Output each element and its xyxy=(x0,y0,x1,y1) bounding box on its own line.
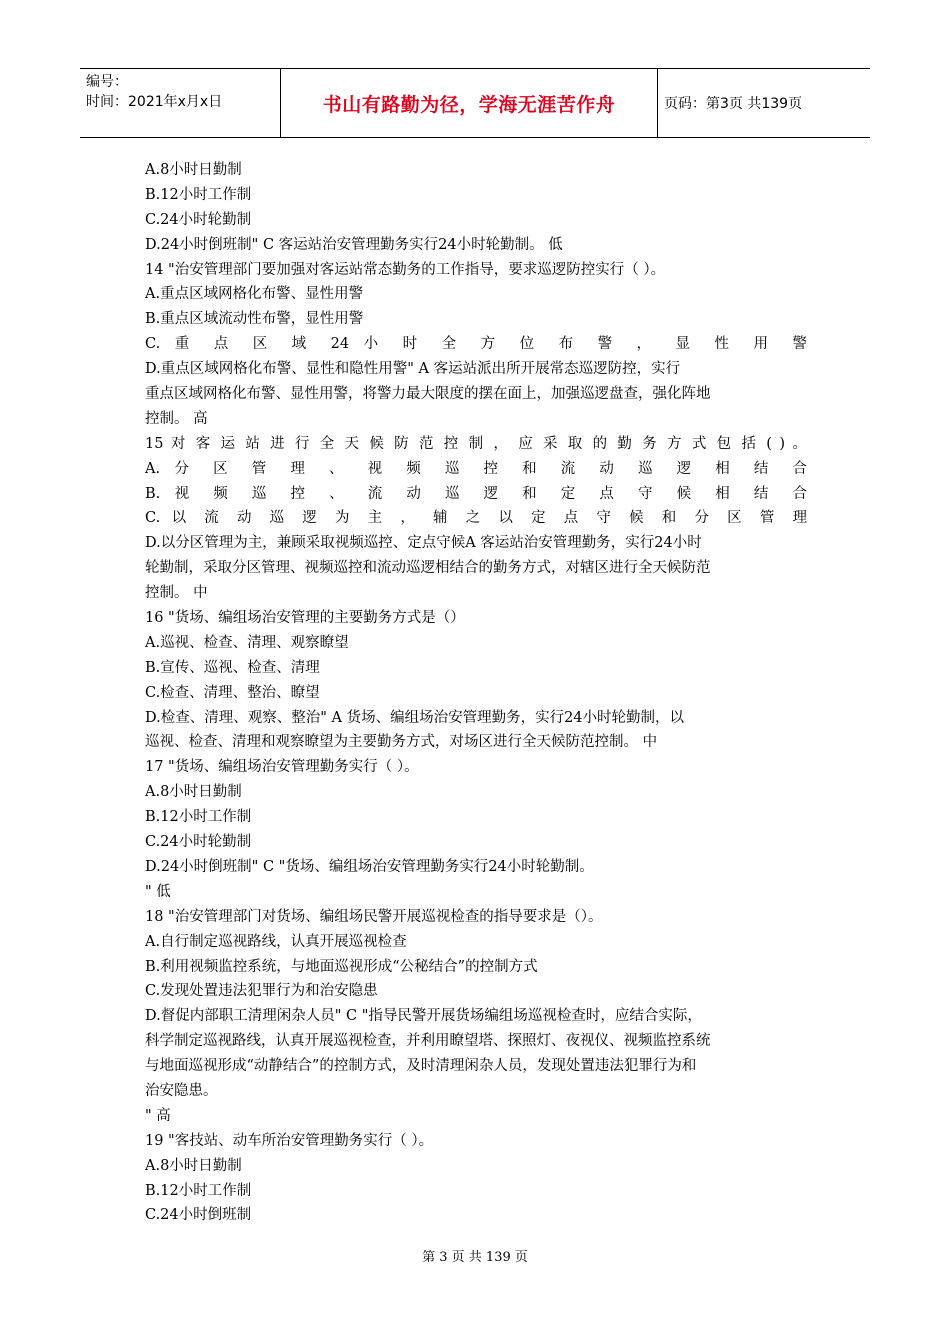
text-line: 科学制定巡视路线，认真开展巡视检查，并利用瞭望塔、探照灯、夜视仪、视频监控系统 xyxy=(145,1033,711,1050)
text-line: C.24小时倒班制 xyxy=(145,1207,252,1224)
text-line: C.24小时轮勤制 xyxy=(145,834,252,851)
text-line: A.8小时日勤制 xyxy=(145,784,242,801)
text-line: B.宣传、巡视、检查、清理 xyxy=(145,659,320,676)
header-number-label: 编号： xyxy=(86,74,128,90)
header-page-label: 页码：第3页 共139页 xyxy=(664,96,803,112)
question-19: 19 "客技站、动车所治安管理勤务实行（ ）。 xyxy=(145,1132,434,1149)
page-footer: 第 3 页 共 139 页 xyxy=(422,1250,528,1265)
text-line: C. 以 流 动 巡 逻 为 主 ， 辅 之 以 定 点 守 候 和 分 区 管 理 xyxy=(145,510,807,527)
text-line: " 高 xyxy=(145,1107,171,1124)
text-line: D.督促内部职工清理闲杂人员" C "指导民警开展货场编组场巡视检查时，应结合实际， xyxy=(145,1008,702,1025)
document-body xyxy=(145,158,807,1228)
page-header xyxy=(80,68,870,138)
text-line: A.巡视、检查、清理、观察瞭望 xyxy=(145,634,349,651)
text-line: B.重点区域流动性布警，显性用警 xyxy=(145,311,364,328)
text-line: " 低 xyxy=(145,883,171,900)
text-line: A.8小时日勤制 xyxy=(145,162,242,178)
text-line: A.自行制定巡视路线，认真开展巡视检查 xyxy=(145,933,407,950)
text-line: 控制。 中 xyxy=(145,585,208,602)
text-line: A. 分 区 管 理 、 视 频 巡 控 和 流 动 巡 逻 相 结 合 xyxy=(145,460,807,477)
text-line: C.24小时轮勤制 xyxy=(145,211,252,228)
text-line: B.12小时工作制 xyxy=(145,186,252,203)
text-line: C.发现处置违法犯罪行为和治安隐患 xyxy=(145,983,378,1000)
text-line: D.以分区管理为主，兼顾采取视频巡控、定点守候A 客运站治安管理勤务，实行24小时 xyxy=(145,535,702,552)
header-time-label: 时间：2021年x月x日 xyxy=(86,94,223,110)
text-line: B.利用视频监控系统，与地面巡视形成“公秘结合”的控制方式 xyxy=(145,958,538,975)
text-line: 巡视、检查、清理和观察瞭望为主要勤务方式，对场区进行全天候防范控制。 中 xyxy=(145,734,658,751)
text-line: D.24小时倒班制" C 客运站治安管理勤务实行24小时轮勤制。 低 xyxy=(145,236,563,253)
text-line: C. 重 点 区 域 24 小 时 全 方 位 布 警 ， 显 性 用 警 xyxy=(145,336,807,353)
text-line: B.12小时工作制 xyxy=(145,809,252,826)
text-line: D.检查、清理、观察、整治" A 货场、编组场治安管理勤务，实行24小时轮勤制，以 xyxy=(145,709,685,726)
header-meta xyxy=(80,69,280,137)
text-line: B.12小时工作制 xyxy=(145,1182,252,1199)
question-17: 17 "货场、编组场治安管理勤务实行（ ）。 xyxy=(145,759,419,776)
text-line: A.8小时日勤制 xyxy=(145,1157,242,1174)
header-motto-cell xyxy=(280,69,658,137)
question-14: 14 "治安管理部门要加强对客运站常态勤务的工作指导，要求巡逻防控实行（ ）。 xyxy=(145,261,666,278)
text-line: 重点区域网格化布警、显性用警，将警力最大限度的摆在面上，加强巡逻盘查，强化阵地 xyxy=(145,386,711,403)
question-15: 15 对 客 运 站 进 行 全 天 候 防 范 控 制 ， 应 采 取 的 勤 务 方 式 包 括 ( ) 。 xyxy=(145,435,807,452)
text-line: A.重点区域网格化布警、显性用警 xyxy=(145,286,364,303)
question-16: 16 "货场、编组场治安管理的主要勤务方式是（） xyxy=(145,610,465,627)
header-page-cell xyxy=(658,69,870,137)
question-18: 18 "治安管理部门对货场、编组场民警开展巡视检查的指导要求是（）。 xyxy=(145,908,603,925)
text-line: C.检查、清理、整治、瞭望 xyxy=(145,684,320,701)
text-line: 轮勤制，采取分区管理、视频巡控和流动巡逻相结合的勤务方式，对辖区进行全天候防范 xyxy=(145,560,711,577)
text-line: D.24小时倒班制" C "货场、编组场治安管理勤务实行24小时轮勤制。 xyxy=(145,858,594,875)
text-line: 与地面巡视形成“动静结合”的控制方式，及时清理闲杂人员，发现处置违法犯罪行为和 xyxy=(145,1058,697,1075)
text-line: 治安隐患。 xyxy=(145,1082,218,1099)
text-line: D.重点区域网格化布警、显性和隐性用警" A 客运站派出所开展常态巡逻防控，实行 xyxy=(145,361,681,378)
text-line: B. 视 频 巡 控 、 流 动 巡 逻 和 定 点 守 候 相 结 合 xyxy=(145,485,807,502)
text-line: 控制。 高 xyxy=(145,410,208,427)
header-motto: 书山有路勤为径，学海无涯苦作舟 xyxy=(322,93,616,116)
